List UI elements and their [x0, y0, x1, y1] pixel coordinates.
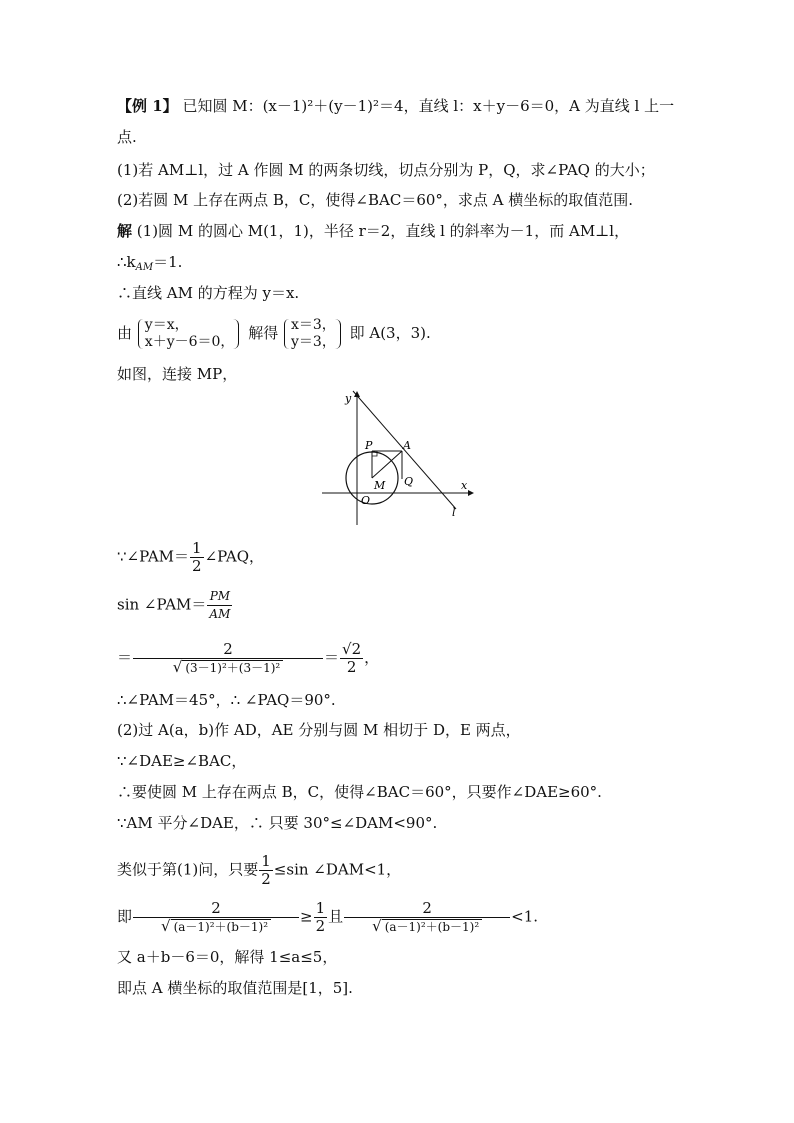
slope-value: ＝1. — [153, 253, 183, 271]
solution-label: 解 — [117, 222, 133, 240]
example-statement-b: 点. — [117, 128, 137, 146]
label-o: O — [361, 494, 371, 507]
solution-line4 — [117, 317, 431, 351]
solution-line9: ∴∠PAM＝45°，∴ ∠PAQ＝90°. — [117, 691, 336, 709]
equals-sign: ＝ — [117, 648, 133, 667]
fraction-half-3 — [314, 900, 328, 935]
fraction-den: 2 — [315, 917, 326, 935]
label-l: l — [452, 506, 456, 519]
analogy-suffix: ≤sin ∠DAM<1， — [273, 860, 402, 879]
fraction-num: 2 — [211, 899, 221, 917]
solution-line1 — [117, 221, 629, 241]
label-x: x — [461, 479, 468, 492]
x-axis-arrow-icon — [468, 490, 474, 496]
fraction-num: √2 — [342, 640, 362, 658]
system1-eq-b: x＋y－6＝0， — [144, 334, 235, 350]
fraction-sine-value — [133, 641, 323, 676]
fraction-num: 1 — [192, 539, 202, 557]
system-prefix: 由 — [117, 324, 133, 342]
system-solve-word: 解得 — [248, 324, 279, 342]
geometry-figure — [318, 389, 478, 529]
fraction-den: 2 — [192, 557, 202, 575]
example-statement-line1 — [117, 96, 674, 116]
question-2: (2)若圆 M 上存在两点 B，C，使得∠BAC＝60°，求点 A 横坐标的取值范围. — [117, 191, 634, 209]
angle-relation-prefix: ∵∠PAM＝ — [117, 547, 190, 566]
part2-line8: 即点 A 横坐标的取值范围是[1，5]. — [117, 979, 353, 997]
fraction-den — [133, 658, 323, 676]
sqrt-icon: √ — [372, 917, 382, 935]
system2-eq-a: x＝3， — [291, 317, 336, 333]
part2-line6 — [117, 900, 538, 935]
equation-system-2 — [283, 317, 336, 351]
fraction-half — [190, 540, 204, 575]
solution-line8 — [117, 641, 379, 676]
radicand: (a－1)²＋(b－1)² — [171, 919, 271, 935]
ge-sign: ≥ — [300, 907, 313, 926]
fraction-root2-over-2 — [340, 641, 363, 676]
part2-line7: 又 a＋b－6＝0，解得 1≤a≤5， — [117, 948, 338, 966]
analogy-prefix: 类似于第(1)问，只要 — [117, 860, 259, 879]
sqrt-icon: √ — [161, 917, 171, 935]
example-statement-a: 已知圆 M：(x－1)²＋(y－1)²＝4，直线 l：x＋y－6＝0，A 为直线 l 上一 — [182, 97, 675, 115]
example-tag: 【例 1】 — [117, 97, 178, 115]
fraction-num: 1 — [315, 899, 326, 917]
solution-line6 — [117, 540, 264, 575]
solution-line3: ∴直线 AM 的方程为 y＝x. — [117, 284, 300, 302]
slope-prefix: ∴k — [117, 253, 136, 271]
fraction-den: 2 — [340, 658, 363, 676]
sine-prefix: sin ∠PAM＝ — [117, 595, 207, 614]
label-a: A — [403, 439, 411, 452]
radicand: (a－1)²＋(b－1)² — [382, 919, 482, 935]
label-p: P — [365, 439, 373, 452]
part2-line1: (2)过 A(a，b)作 AD，AE 分别与圆 M 相切于 D，E 两点， — [117, 721, 521, 739]
fraction-den: 2 — [261, 870, 271, 888]
solution-line5: 如图，连接 MP， — [117, 365, 238, 383]
label-y: y — [345, 392, 352, 405]
point-a-result: 即 A(3，3). — [349, 324, 431, 342]
equals-sign-2: ＝ — [324, 648, 340, 667]
inequality-prefix: 即 — [117, 907, 133, 926]
example-statement-line2 — [117, 127, 137, 147]
angle-relation-suffix: ∠PAQ， — [204, 547, 264, 566]
question-1: (1)若 AM⊥l，过 A 作圆 M 的两条切线，切点分别为 P，Q，求∠PAQ 的大小； — [117, 161, 655, 179]
part2-line5 — [117, 853, 401, 888]
fraction-den — [133, 917, 299, 935]
part2-line3: ∴要使圆 M 上存在两点 B，C，使得∠BAC＝60°，只要作∠DAE≥60°. — [117, 783, 602, 801]
comma: ， — [364, 648, 380, 667]
inequality-end: <1. — [511, 907, 539, 926]
sqrt-icon: √ — [172, 658, 183, 676]
system2-eq-b: y＝3， — [291, 334, 336, 350]
solution-text-1: (1)圆 M 的圆心 M(1，1)，半径 r＝2，直线 l 的斜率为－1，而 AM⊥l， — [136, 222, 630, 240]
fraction-num: PM — [209, 589, 231, 603]
fraction-num: 1 — [261, 852, 271, 870]
fraction-den: AM — [209, 607, 231, 621]
fraction-ineq-2 — [344, 900, 510, 935]
fraction-half-2 — [259, 853, 273, 888]
fraction-num: 2 — [422, 899, 432, 917]
part2-line2: ∵∠DAE≥∠BAC， — [117, 752, 247, 770]
fraction-pm-am — [207, 588, 232, 623]
slope-subscript: AM — [135, 262, 154, 273]
label-m: M — [374, 479, 386, 492]
fraction-num: 2 — [223, 640, 233, 658]
radicand: (3－1)²＋(3－1)² — [182, 660, 283, 676]
and-word: 且 — [328, 907, 344, 926]
system1-eq-a: y＝x， — [144, 317, 189, 333]
part2-line4: ∵AM 平分∠DAE，∴ 只要 30°≤∠DAM<90°. — [117, 814, 438, 832]
equation-system-1 — [137, 317, 235, 351]
solution-line2 — [117, 252, 182, 278]
fraction-den — [344, 917, 510, 935]
fraction-ineq-1 — [133, 900, 299, 935]
label-q: Q — [404, 475, 414, 488]
solution-line7 — [117, 588, 233, 623]
